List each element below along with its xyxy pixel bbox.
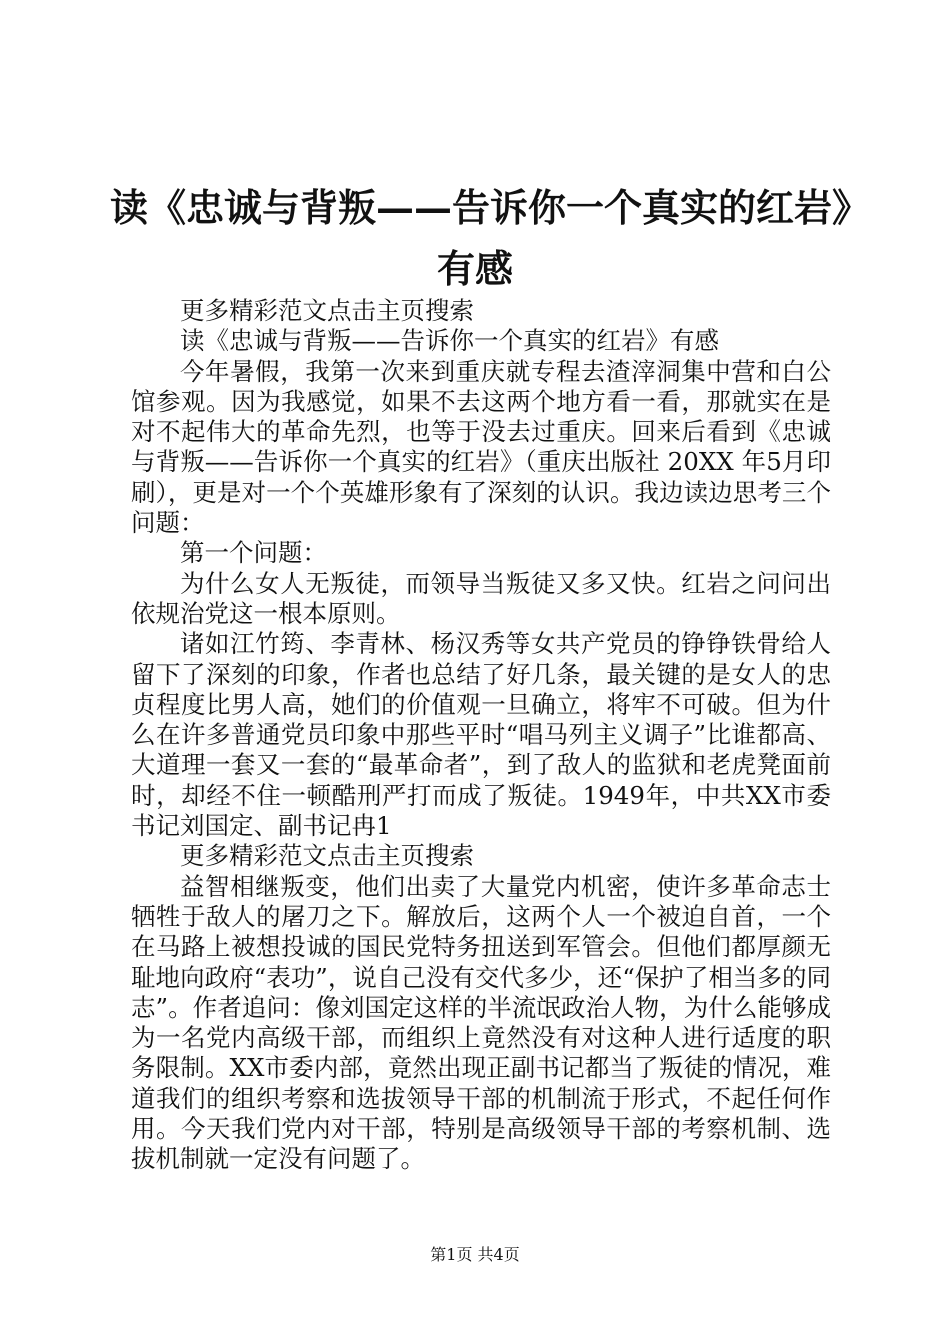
- body-paragraph: 益智相继叛变，他们出卖了大量党内机密，使许多革命志士牺牲于敌人的屠刀之下。解放后，这两个人一个被迫自首，一个在马路上被想投诚的国民党特务扭送到军管会。但他们都厚颜无耻地向政府“表功”，说自己没有交代多少，还“保护了相当多的同志”。作者追问：像刘国定这样的半流氓政治人物，为什么能够成为一名党内高级干部，而组织上竟然没有对这种人进行适度的职务限制。XX市委内部，竟然出现正副书记都当了叛徒的情况，难道我们的组织考察和选拔领导干部的机制流于形式，不起任何作用。今天我们党内对干部，特别是高级领导干部的考察机制、选拔机制就一定没有问题了。: [131, 871, 831, 1174]
- body-paragraph: 更多精彩范文点击主页搜索: [180, 296, 474, 325]
- document-title-line-2: 有感: [436, 246, 513, 291]
- body-paragraph: 诸如江竹筠、李青林、杨汉秀等女共产党员的铮铮铁骨给人留下了深刻的印象，作者也总结了好几条，最关键的是女人的忠贞程度比男人高，她们的价值观一旦确立，将牢不可破。但为什么在许多普通党员印象中那些平时“唱马列主义调子”比谁都高、大道理一套又一套的“最革命者”，到了敌人的监狱和老虎凳面前时，却经不住一顿酷刑严打而成了叛徒。1949年，中共XX市委书记刘国定、副书记冉1: [131, 629, 831, 841]
- body-paragraph: 今年暑假，我第一次来到重庆就专程去渣滓洞集中营和白公馆参观。因为我感觉，如果不去这两个地方看一看，那就实在是对不起伟大的革命先烈，也等于没去过重庆。回来后看到《忠诚与背叛——告诉你一个真实的红岩》（重庆出版社 20XX 年5月印刷），更是对一个个英雄形象有了深刻的认识。我边读边思考三个问题：: [131, 356, 831, 538]
- document-body: [131, 296, 831, 1175]
- document-title-line-1: 读《忠诚与背叛——告诉你一个真实的红岩》: [110, 185, 871, 230]
- body-paragraph: 第一个问题：: [180, 538, 327, 568]
- page-number-footer: 第1页 共4页: [430, 1245, 520, 1264]
- body-paragraph: 为什么女人无叛徒，而领导当叛徒又多又快。红岩之问问出依规治党这一根本原则。: [131, 568, 831, 628]
- body-paragraph: 更多精彩范文点击主页搜索: [180, 841, 474, 871]
- body-paragraph: 读《忠诚与背叛——告诉你一个真实的红岩》有感: [180, 326, 719, 356]
